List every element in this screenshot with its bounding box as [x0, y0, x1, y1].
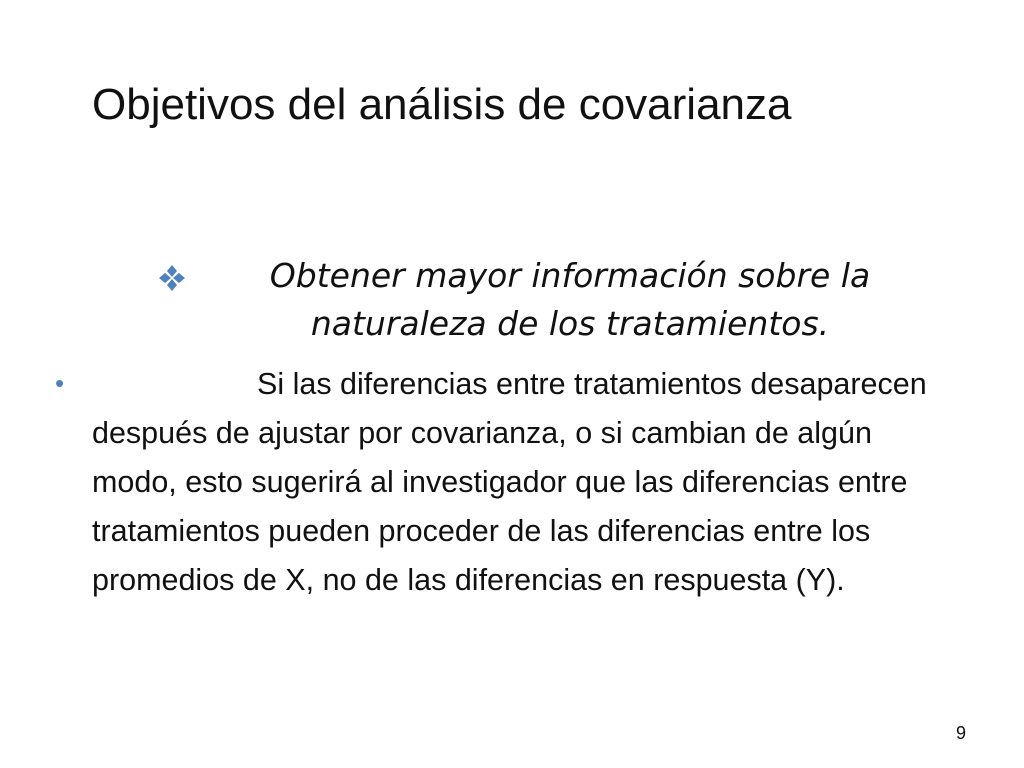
slide-title: Objetivos del análisis de covarianza	[92, 80, 792, 129]
main-bullet-text: Si las diferencias entre tratamientos desaparecen después de ajustar por covarianza, o si cambian de algún modo, esto sugerirá al investigador que las diferencias entre tratamientos pueden proceder de las diferencias entre los promedios de X, no de las diferencias en respuesta (Y).	[92, 367, 927, 597]
main-bullet-item	[55, 360, 955, 605]
page-number: 9	[955, 723, 966, 743]
sub-bullet-text: Obtener mayor información sobre la naturaleza de los tratamientos.	[269, 256, 871, 343]
sub-bullet-item	[158, 252, 938, 348]
bullet-marker: •	[55, 368, 65, 398]
four-diamond-icon	[158, 264, 186, 292]
